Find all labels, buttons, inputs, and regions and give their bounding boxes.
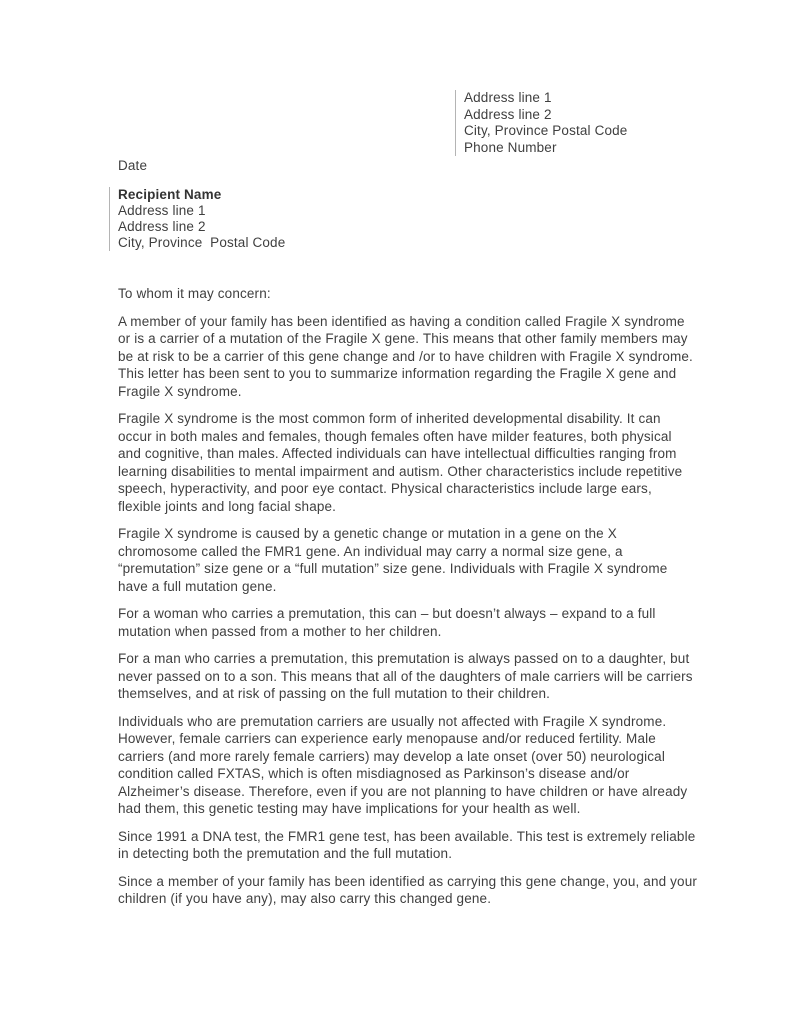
letter-paragraph: Fragile X syndrome is caused by a genetic change or mutation in a gene on the X chromosome called the FMR1 gene. An individual may carry a normal size gene, a “premutation” size gene or a “full mutation” size gene. Individuals with Fragile X syndrome have a full mutation gene.: [118, 526, 668, 594]
sender-address-line: Address line 2: [464, 106, 552, 122]
letter-paragraph: Individuals who are premutation carriers are usually not affected with Fragile X syndrome. However, female carriers can experience early menopause and/or reduced fertility. Male carriers (and more rarely female carriers) may develop a late onset (over 50) neurological condition called FXTAS, which is often misdiagnosed as Parkinson’s disease and/or Alzheimer’s disease. Therefore, even if you are not planning to have children or have already had them, this genetic testing may have implications for your health as well.: [118, 713, 688, 816]
recipient-address-line: Address line 2: [118, 219, 206, 234]
letter-body: [118, 285, 698, 918]
date-label: Date: [118, 158, 148, 173]
sender-address-line: Phone Number: [464, 139, 557, 155]
letter-paragraph: Since 1991 a DNA test, the FMR1 gene test, has been available. This test is extremely reliable in detecting both the premutation and the full mutation.: [118, 828, 696, 861]
recipient-address-lines: [118, 203, 285, 251]
recipient-address-block: [109, 187, 285, 251]
recipient-address-line: City, Province Postal Code: [118, 235, 286, 250]
sender-address-line: Address line 1: [464, 90, 552, 105]
sender-address-block: [455, 90, 627, 156]
letter-paragraph: For a man who carries a premutation, this premutation is always passed on to a daughter, but never passed on to a son. This means that all of the daughters of male carriers will be carriers themselves, and at risk of passing on the full mutation to their children.: [118, 651, 693, 701]
letter-paragraph: Fragile X syndrome is the most common form of inherited developmental disability. It can occur in both males and females, though females often have milder features, both physical and cognitive, than males. Affected individuals can have intellectual difficulties ranging from learning disabilities to mental impairment and autism. Other characteristics include repetitive speech, hyperactivity, and poor eye contact. Physical characteristics include large ears, flexible joints and long facial shape.: [118, 411, 683, 514]
letter-paragraph: A member of your family has been identified as having a condition called Fragile X syndrome or is a carrier of a mutation of the Fragile X gene. This means that other family members may be at risk to be a carrier of this gene change and /or to have children with Fragile X syndrome. This letter has been sent to you to summarize information regarding the Fragile X gene and Fragile X syndrome.: [118, 313, 693, 399]
letter-paragraph: Since a member of your family has been identified as carrying this gene change, you, and your children (if you have any), may also carry this changed gene.: [118, 873, 698, 906]
recipient-address-line: Address line 1: [118, 203, 206, 218]
letter-paragraph: For a woman who carries a premutation, this can – but doesn’t always – expand to a full mutation when passed from a mother to her children.: [118, 606, 656, 639]
letter-paragraphs: [118, 313, 698, 908]
salutation: To whom it may concern:: [118, 286, 271, 301]
recipient-name: Recipient Name: [118, 187, 222, 202]
sender-address-line: City, Province Postal Code: [464, 123, 628, 138]
